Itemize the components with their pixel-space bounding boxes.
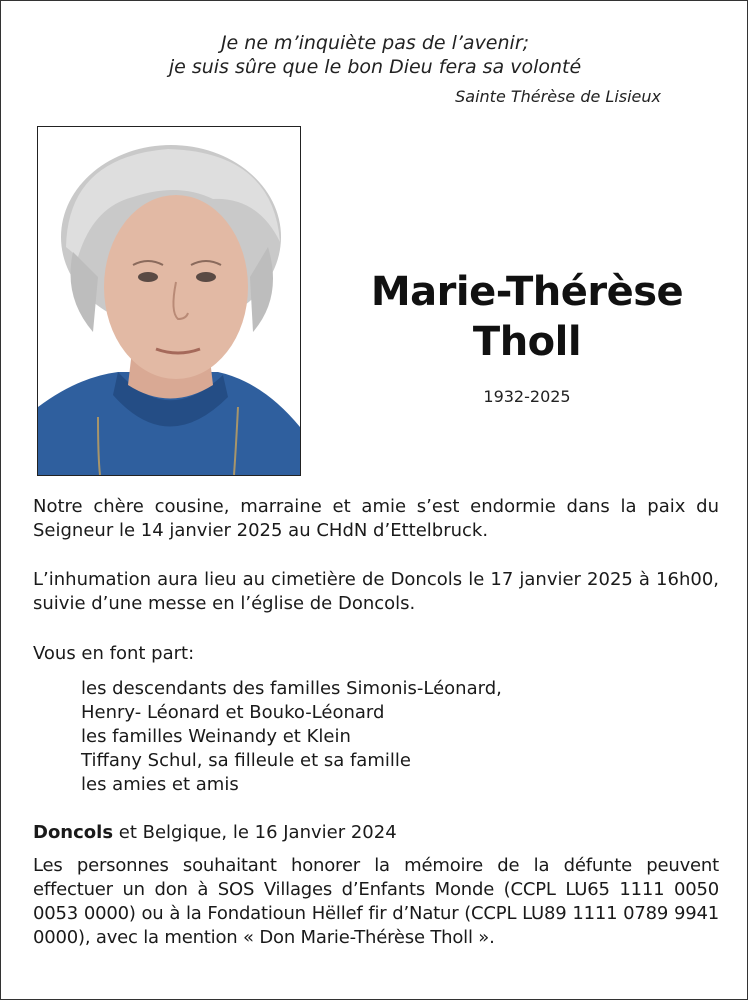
donation-paragraph: Les personnes souhaitant honorer la mémoire de la défunte peuvent effectuer un don à SOS Villages d’Enfants Monde (CCPL LU65 1111 0050 0053 0000) ou à la Fondatioun Hëllef fir d’Natur (CCPL LU89 1111 0789 9941 0000), avec la mention « Don Marie-Thérèse Tholl ». xyxy=(33,855,719,948)
place-rest: et Belgique, le 16 Janvier 2024 xyxy=(113,822,397,843)
burial-paragraph: L’inhumation aura lieu au cimetière de Doncols le 17 janvier 2025 à 16h00, suivie d’une messe en l’église de Doncols. xyxy=(33,569,719,614)
deceased-name xyxy=(341,267,713,367)
place-and-date xyxy=(33,821,397,845)
quote-line-1: Je ne m’inquiète pas de l’avenir; xyxy=(220,32,530,54)
deceased-first-name: Marie-Thérèse xyxy=(370,269,684,315)
mourner-item: les amies et amis xyxy=(81,774,239,795)
epigraph-quote xyxy=(1,31,748,79)
quote-line-2: je suis sûre que le bon Dieu fera sa volonté xyxy=(168,56,582,78)
portrait-illustration xyxy=(38,127,300,475)
mourners-intro: Vous en font part: xyxy=(33,643,195,664)
mourners-list xyxy=(81,677,502,797)
place-town: Doncols xyxy=(33,822,114,843)
quote-author: Sainte Thérèse de Lisieux xyxy=(455,87,661,106)
announcement-paragraph: Notre chère cousine, marraine et amie s’est endormie dans la paix du Seigneur le 14 janvier 2025 au CHdN d’Ettelbruck. xyxy=(33,496,719,541)
mourner-item: les descendants des familles Simonis-Léonard, xyxy=(81,678,502,699)
mourner-item: les familles Weinandy et Klein xyxy=(81,726,351,747)
mourner-item: Tiffany Schul, sa filleule et sa famille xyxy=(81,750,411,771)
portrait-photo xyxy=(37,126,301,476)
mourner-item: Henry- Léonard et Bouko-Léonard xyxy=(81,702,385,723)
life-years: 1932-2025 xyxy=(483,387,571,406)
deceased-last-name: Tholl xyxy=(472,319,582,365)
